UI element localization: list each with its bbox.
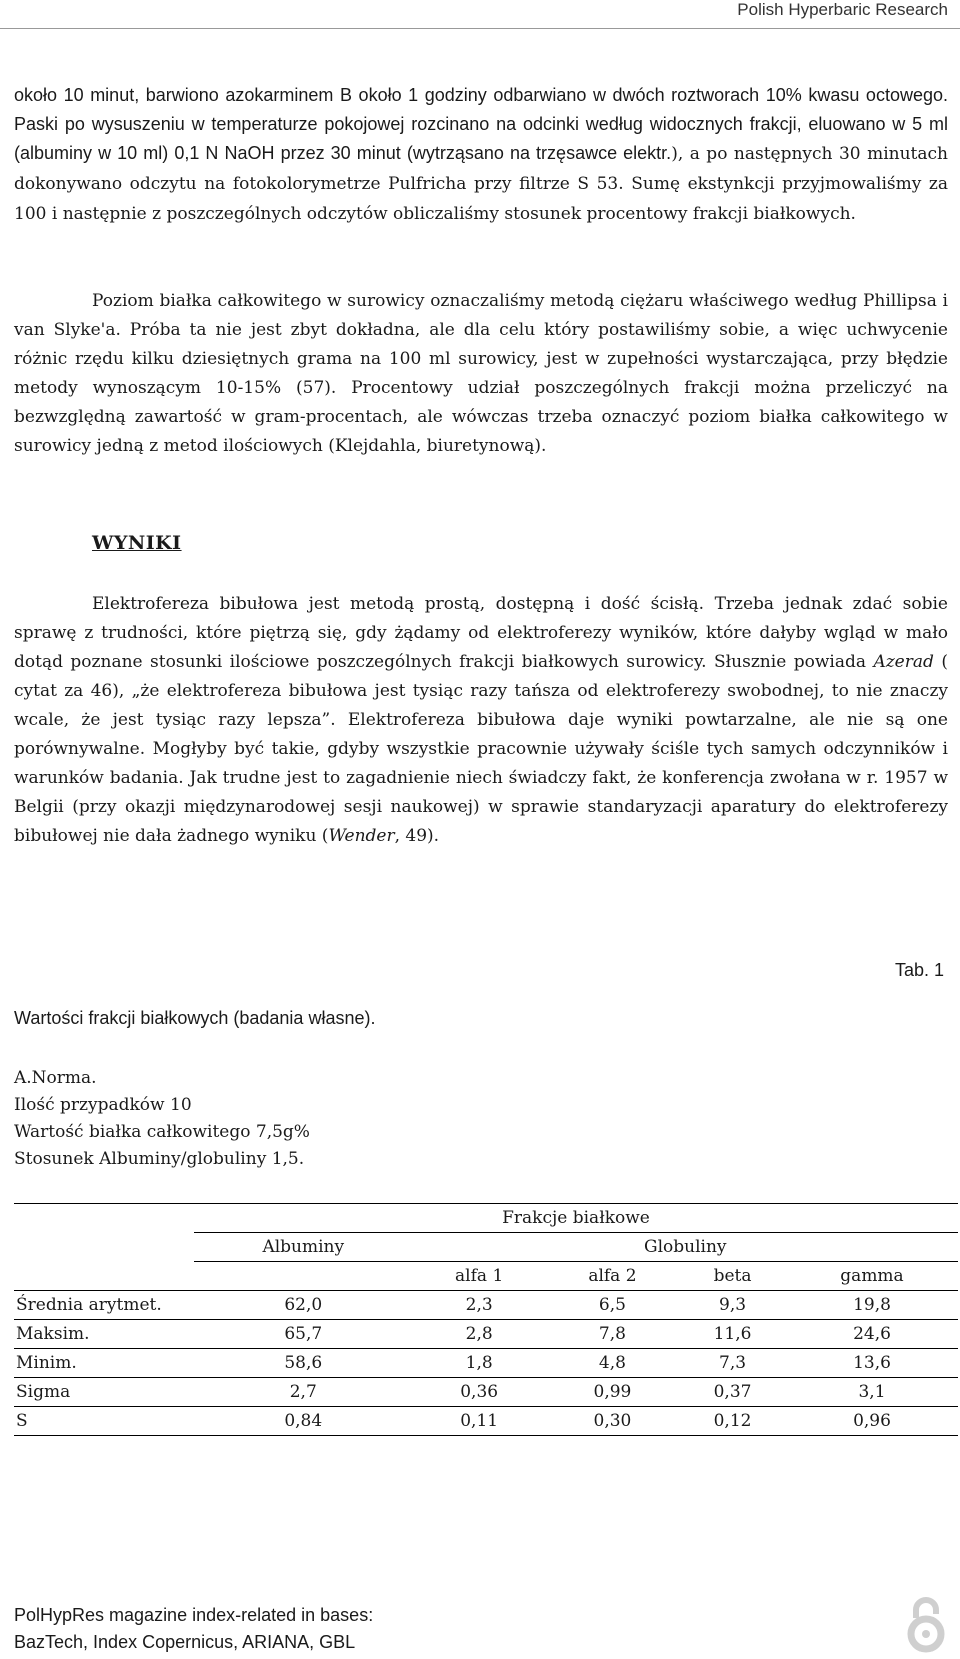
- table-row: [14, 1378, 958, 1407]
- meta-ratio: Stosunek Albuminy/globuliny 1,5.: [14, 1149, 305, 1169]
- cell: 0,96: [786, 1407, 958, 1436]
- author-wender: Wender: [328, 826, 395, 846]
- row-label: Minim.: [14, 1349, 194, 1378]
- row-label: S: [14, 1407, 194, 1436]
- cell: 0,12: [679, 1407, 786, 1436]
- protein-method-paragraph: [14, 287, 948, 461]
- journal-header: Polish Hyperbaric Research: [737, 0, 948, 19]
- cell: 2,3: [413, 1291, 546, 1320]
- method-paragraph: [14, 81, 948, 229]
- footer-line-1: PolHypRes magazine index-related in bases:: [14, 1605, 374, 1625]
- footer-index-info: [14, 1602, 373, 1656]
- table-caption: Wartości frakcji białkowych (badania własne).: [14, 1008, 376, 1028]
- cell: 2,8: [413, 1320, 546, 1349]
- method-text-sans: około 10 minut, barwiono azokarminem B około 1 godziny odbarwiano w dwóch roztworach 10% kwasu octowego. Paski po wysuszeniu w temperaturze pokojowej rozcinano na odcinki według widocznych frakcji, eluowano w 5 ml (albuminy w 10 ml) 0,1 N NaOH przez 30 minut (wytrząsano na trzęsawce elektr.: [14, 85, 948, 163]
- cell: 11,6: [679, 1320, 786, 1349]
- col-albumin: Albuminy: [194, 1233, 413, 1262]
- col-alfa2: alfa 2: [546, 1262, 679, 1291]
- results-text-a: Elektrofereza bibułowa jest metodą prostą, dostępną i dość ścisłą. Trzeba jednak zdać sobie sprawę z trudności, które piętrzą się, gdy żądamy od elektroferezy wyników, które dałyby wgląd w mało dotąd poznane stosunki ilościowe poszczególnych frakcji białkowych surowicy. Słusznie powiada: [14, 594, 948, 672]
- cell: 4,8: [546, 1349, 679, 1378]
- col-beta: beta: [679, 1262, 786, 1291]
- cell: 3,1: [786, 1378, 958, 1407]
- cell: 65,7: [194, 1320, 413, 1349]
- row-label: Średnia arytmet.: [14, 1291, 194, 1320]
- results-text-c: , 49).: [394, 826, 440, 846]
- table-row: [14, 1291, 958, 1320]
- table-meta: [14, 1065, 310, 1173]
- cell: 9,3: [679, 1291, 786, 1320]
- results-paragraph: [14, 590, 948, 851]
- open-access-icon: [906, 1594, 946, 1654]
- cell: 24,6: [786, 1320, 958, 1349]
- cell: 0,11: [413, 1407, 546, 1436]
- col-gamma: gamma: [786, 1262, 958, 1291]
- table-header-row-2: [14, 1233, 958, 1262]
- cell: 0,99: [546, 1378, 679, 1407]
- row-label: Maksim.: [14, 1320, 194, 1349]
- cell: 7,3: [679, 1349, 786, 1378]
- results-text-b: ( cytat za 46), „że elektrofereza bibułowa jest tysiąc razy tańsza od elektroferezy swobodnej, to nie znaczy wcale, że jest tysiąc razy lepsza”. Elektrofereza bibułowa daje wyniki powtarzalne, ale nie są one porównywalne. Mogłyby być takie, gdyby wszystkie pracownie używały ściśle tych samych odczynników i warunków badania. Jak trudne jest to zagadnienie niech świadczy fakt, że konferencja zwołana w r. 1957 w Belgii (przy okazji międzynarodowej sesji naukowej) w sprawie standaryzacji aparatury do elektroferezy bibułowej nie dała żadnego wyniku (: [14, 652, 948, 846]
- cell: 1,8: [413, 1349, 546, 1378]
- cell: 0,37: [679, 1378, 786, 1407]
- author-azerad: Azerad: [873, 652, 934, 672]
- cell: 13,6: [786, 1349, 958, 1378]
- table-header-row-3: [14, 1262, 958, 1291]
- protein-fractions-table: [14, 1203, 958, 1436]
- cell: 7,8: [546, 1320, 679, 1349]
- cell: 0,36: [413, 1378, 546, 1407]
- col-alfa1: alfa 1: [413, 1262, 546, 1291]
- cell: 0,30: [546, 1407, 679, 1436]
- table-row: [14, 1349, 958, 1378]
- cell: 2,7: [194, 1378, 413, 1407]
- cell: 58,6: [194, 1349, 413, 1378]
- table-row: [14, 1320, 958, 1349]
- section-title: WYNIKI: [92, 532, 182, 554]
- header-divider: [0, 28, 960, 29]
- cell: 19,8: [786, 1291, 958, 1320]
- meta-cases: Ilość przypadków 10: [14, 1095, 192, 1115]
- col-globulin: Globuliny: [413, 1233, 958, 1262]
- table-title: Frakcje białkowe: [194, 1204, 958, 1233]
- table-header-row-1: [14, 1204, 958, 1233]
- table-number: Tab. 1: [894, 960, 944, 980]
- cell: 6,5: [546, 1291, 679, 1320]
- table-row: [14, 1407, 958, 1436]
- meta-group: A.Norma.: [14, 1068, 97, 1088]
- protein-method-text: Poziom białka całkowitego w surowicy oznaczaliśmy metodą ciężaru właściwego według Phillipsa i van Slyke'a. Próba ta nie jest zbyt dokładna, ale dla celu który postawiliśmy sobie, a więc uchwycenie różnic rzędu kilku dziesiętnych grama na 100 ml surowicy, jest w zupełności wystarczająca, przy błędzie metody wynoszącym 10-15% (57). Procentowy udział poszczególnych frakcji można przeliczyć na bezwzględną zawartość w gram-procentach, ale wówczas trzeba oznaczyć poziom białka całkowitego w surowicy jedną z metod ilościowych (Klejdahla, biuretynową).: [14, 291, 948, 456]
- meta-protein: Wartość białka całkowitego 7,5g%: [14, 1122, 310, 1142]
- row-label: Sigma: [14, 1378, 194, 1407]
- method-text-serif: ), a po następnych 30 minutach dokonywano odczytu na fotokolorymetrze Pulfricha przy filtrze S 53. Sumę ekstynkcji przyjmowaliśmy za 100 i następnie z poszczególnych odczytów obliczaliśmy stosunek procentowy frakcji białkowych.: [14, 144, 948, 224]
- cell: 0,84: [194, 1407, 413, 1436]
- footer-line-2: BazTech, Index Copernicus, ARIANA, GBL: [14, 1632, 356, 1652]
- cell: 62,0: [194, 1291, 413, 1320]
